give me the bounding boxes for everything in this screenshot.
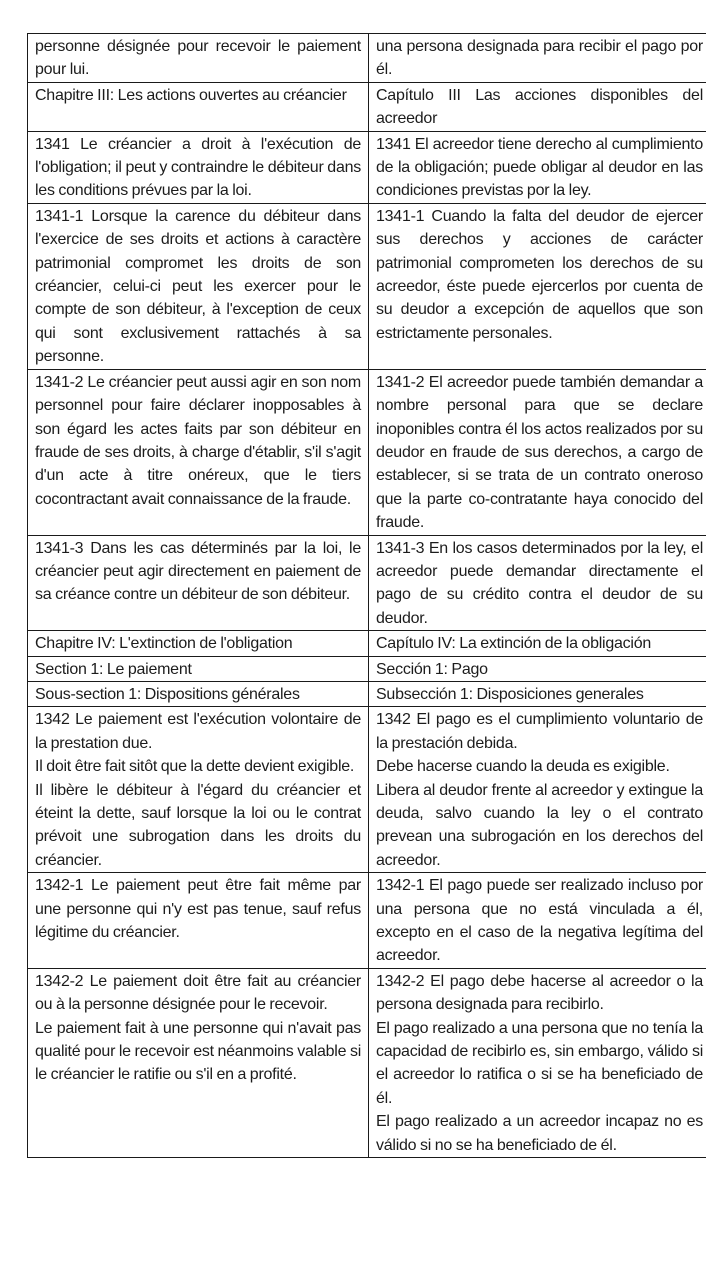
table-row: [28, 535, 706, 631]
spanish-paragraph: 1341 El acreedor tiene derecho al cumplimiento de la obligación; puede obligar al deudor en las condiciones previstas por la ley.: [376, 135, 703, 200]
french-cell: [28, 535, 369, 631]
french-cell: [28, 82, 369, 131]
bilingual-civil-code-table: [27, 33, 706, 1158]
spanish-cell: [369, 34, 706, 83]
french-cell: [28, 631, 369, 656]
table-row: [28, 369, 706, 535]
french-paragraph: 1342-2 Le paiement doit être fait au créancier ou à la personne désignée pour le recevoir.: [35, 972, 361, 1014]
table-row: [28, 968, 706, 1157]
french-paragraph: 1341-1 Lorsque la carence du débiteur dans l'exercice de ses droits et actions à caractère patrimonial compromet les droits de son créancier, celui-ci peut les exercer pour le compte de son débiteur, à l'exception de ceux qui sont exclusivement rattachés à sa personne.: [35, 207, 361, 366]
spanish-paragraph: 1342-2 El pago debe hacerse al acreedor o la persona designada para recibirlo.: [376, 972, 703, 1014]
french-cell: [28, 203, 369, 369]
french-paragraph: Chapitre IV: L'extinction de l'obligation: [35, 635, 293, 653]
spanish-cell: [369, 631, 706, 656]
spanish-cell: [369, 707, 706, 873]
spanish-paragraph: Subsección 1: Disposiciones generales: [376, 685, 644, 703]
french-cell: [28, 873, 369, 969]
spanish-cell: [369, 82, 706, 131]
table-row: [28, 707, 706, 873]
french-paragraph: 1342 Le paiement est l'exécution volontaire de la prestation due.: [35, 711, 361, 752]
spanish-cell: [369, 681, 706, 706]
table-row: [28, 34, 706, 83]
french-cell: [28, 656, 369, 681]
spanish-paragraph: Capítulo III Las acciones disponibles del acreedor: [376, 86, 703, 128]
table-row: [28, 82, 706, 131]
french-cell: [28, 131, 369, 203]
french-paragraph: Il libère le débiteur à l'égard du créancier et éteint la dette, sauf lorsque la loi ou le contrat prévoit une subrogation dans les droits du créancier.: [35, 781, 361, 869]
table-row: [28, 631, 706, 656]
french-paragraph: personne désignée pour recevoir le paiement pour lui.: [35, 38, 361, 79]
spanish-paragraph: 1341-1 Cuando la falta del deudor de ejercer sus derechos y acciones de carácter patrimonial comprometen los derechos de su acreedor, éste puede ejercerlos por cuenta de su deudor a excepción de aquellos que son estrictamente personales.: [376, 207, 703, 342]
table-body: [28, 34, 706, 1158]
spanish-paragraph: una persona designada para recibir el pago por él.: [376, 38, 703, 79]
table-row: [28, 203, 706, 369]
french-cell: [28, 707, 369, 873]
spanish-cell: [369, 535, 706, 631]
spanish-cell: [369, 131, 706, 203]
bilingual-table-container: [27, 33, 703, 1158]
french-paragraph: 1341 Le créancier a droit à l'exécution de l'obligation; il peut y contraindre le débiteur dans les conditions prévues par la loi.: [35, 135, 361, 200]
spanish-paragraph: 1342-1 El pago puede ser realizado incluso por una persona que no está vinculada a él, excepto en el caso de la negativa legítima del acreedor.: [376, 877, 703, 965]
spanish-paragraph: Debe hacerse cuando la deuda es exigible.: [376, 758, 670, 776]
french-paragraph: 1342-1 Le paiement peut être fait même par une personne qui n'y est pas tenue, sauf refus légitime du créancier.: [35, 877, 361, 942]
french-paragraph: Il doit être fait sitôt que la dette devient exigible.: [35, 758, 355, 776]
french-cell: [28, 968, 369, 1157]
spanish-cell: [369, 873, 706, 969]
french-paragraph: Le paiement fait à une personne qui n'avait pas qualité pour le recevoir est néanmoins valable si le créancier le ratifie ou s'il en a profité.: [35, 1019, 361, 1084]
spanish-cell: [369, 656, 706, 681]
table-row: [28, 131, 706, 203]
spanish-paragraph: 1341-2 El acreedor puede también demandar a nombre personal para que se declare inoponibles contra él los actos realizados por su deudor en fraude de sus derechos, a cargo de establecer, si se trata de un contrato oneroso que la parte co-contratante haya conocido del fraude.: [376, 373, 703, 532]
french-cell: [28, 369, 369, 535]
spanish-paragraph: Sección 1: Pago: [376, 660, 488, 678]
table-row: [28, 681, 706, 706]
french-paragraph: 1341-3 Dans les cas déterminés par la loi, le créancier peut agir directement en paiement de sa créance contre un débiteur de son débiteur.: [35, 539, 361, 604]
spanish-paragraph: El pago realizado a un acreedor incapaz no es válido si no se ha beneficiado de él.: [376, 1113, 703, 1154]
spanish-paragraph: 1342 El pago es el cumplimiento voluntario de la prestación debida.: [376, 711, 703, 752]
spanish-cell: [369, 968, 706, 1157]
spanish-paragraph: El pago realizado a una persona que no tenía la capacidad de recibirlo es, sin embargo, válido si el acreedor lo ratifica o si se ha beneficiado de él.: [376, 1019, 703, 1107]
spanish-cell: [369, 203, 706, 369]
spanish-paragraph: Libera al deudor frente al acreedor y extingue la deuda, salvo cuando la ley o el contrato prevean una subrogación en los derechos del acreedor.: [376, 781, 703, 869]
table-row: [28, 873, 706, 969]
french-cell: [28, 681, 369, 706]
spanish-paragraph: 1341-3 En los casos determinados por la ley, el acreedor puede demandar directamente el pago de su crédito contra el deudor de su deudor.: [376, 539, 703, 627]
spanish-paragraph: Capítulo IV: La extinción de la obligación: [376, 635, 651, 653]
french-paragraph: Sous-section 1: Dispositions générales: [35, 685, 300, 703]
french-cell: [28, 34, 369, 83]
french-paragraph: 1341-2 Le créancier peut aussi agir en son nom personnel pour faire déclarer inopposables à son égard les actes faits par son débiteur en fraude de ses droits, à charge d'établir, s'il s'agit d'un acte à titre onéreux, que le tiers cocontractant avait connaissance de la fraude.: [35, 373, 361, 508]
french-paragraph: Chapitre III: Les actions ouvertes au créancier: [35, 86, 347, 104]
french-paragraph: Section 1: Le paiement: [35, 660, 192, 678]
table-row: [28, 656, 706, 681]
spanish-cell: [369, 369, 706, 535]
